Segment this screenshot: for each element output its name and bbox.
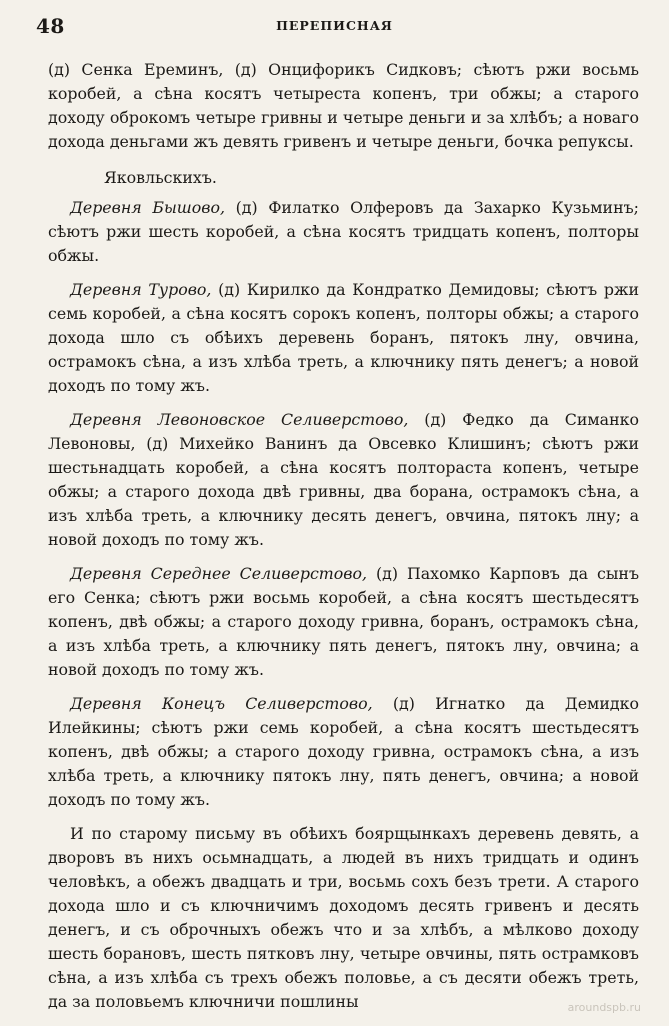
village-name: Деревня Середнее Селиверстово, xyxy=(70,564,368,583)
paragraph xyxy=(48,692,639,812)
running-head: ПЕРЕПИСНАЯ xyxy=(276,18,393,33)
section-heading: Яковльскихъ. xyxy=(104,168,217,187)
paragraph xyxy=(48,196,639,268)
paragraph xyxy=(48,408,639,552)
village-name: Деревня Конецъ Селиверстово, xyxy=(70,694,373,713)
paragraph-text: (д) Федко да Симанко Левоновы, (д) Михейко Ванинъ да Овсевко Клишинъ; сѣютъ ржи шестьнадцать коробей, а сѣна косятъ полтораста копенъ, четыре обжы; а старого дохода двѣ гривны, два борана, остpамокъ сѣна, а изъ хлѣба треть, а ключнику десять денегъ, овчина, пятокъ лну; а новой доходъ по тому жъ. xyxy=(48,410,639,549)
paragraph-text: (д) Кирилко да Кондратко Демидовы; сѣютъ ржи семь коробей, а сѣна косятъ сорокъ копенъ, полторы обжы; а старого дохода шло съ обѣихъ деревень боранъ, пятокъ лну, овчина, остpамокъ сѣна, а изъ хлѣба треть, а ключнику пять денегъ; а новой доходъ по тому жъ. xyxy=(48,280,639,395)
paragraph-text: (д) Игнатко да Демидко Илейкины; сѣютъ ржи семь коробей, а сѣна косятъ шестьдесятъ копенъ, двѣ обжы; а старого доходу гривна, остpамокъ сѣна, а изъ хлѣба треть, а ключнику пятокъ лну, пять денегъ, овчина; а новой доходъ по тому жъ. xyxy=(48,694,639,809)
paragraph-text: (д) Филатко Олферовъ да Захарко Кузьминъ; сѣютъ ржи шесть коробей, а сѣна косятъ тридцать копенъ, полторы обжы. xyxy=(48,198,639,265)
paragraph-text: (д) Пахомко Карповъ да сынъ его Сенка; сѣютъ ржи восьмь коробей, а сѣна косятъ шестьдесятъ копенъ, двѣ обжы; а старого доходу гривна, боранъ, остpамокъ сѣна, а изъ хлѣба треть, а ключнику пять денегъ, пятокъ лну, овчина; а новой доходъ по тому жъ. xyxy=(48,564,639,679)
paragraph xyxy=(48,562,639,682)
paragraph-text: И по старому письму въ обѣихъ боярщынкахъ деревень девять, а дворовъ въ нихъ осьмнадцать, а людей въ нихъ тридцать и одинъ человѣкъ, а обежъ двадцать и три, восьмь сохъ безъ трети. А старого дохода шло и съ ключничимъ доходомъ десять гривенъ и десять денегъ, и съ оброчныхъ обежъ что и за хлѣбъ, а мѣлково доходу шесть борановъ, шесть пятковъ лну, четыре овчины, пять остpамковъ сѣна, а изъ хлѣба съ трехъ обежъ половье, а съ десяти обежъ треть, да за половьемъ ключничи пошлины xyxy=(48,824,639,1011)
village-name: Деревня Бышово, xyxy=(70,198,226,217)
page-body xyxy=(48,58,639,1024)
village-name: Деревня Турово, xyxy=(70,280,212,299)
watermark: aroundspb.ru xyxy=(567,1001,641,1014)
page-number: 48 xyxy=(36,14,65,38)
paragraph-text: (д) Сенка Ереминъ, (д) Онцифорикъ Сидковъ; сѣютъ ржи восьмь коробей, а сѣна косятъ четыреста копенъ, три обжы; а старого доходу оброкомъ четыре гривны и четыре деньги и за хлѣбъ; а новаго дохода деньгами жъ девять гривенъ и четыре деньги, бочка репуксы. xyxy=(48,60,639,151)
paragraph xyxy=(48,58,639,154)
page-header xyxy=(36,14,633,44)
paragraph xyxy=(48,278,639,398)
paragraph xyxy=(48,822,639,1014)
village-name: Деревня Левоновское Селиверстово, xyxy=(70,410,409,429)
